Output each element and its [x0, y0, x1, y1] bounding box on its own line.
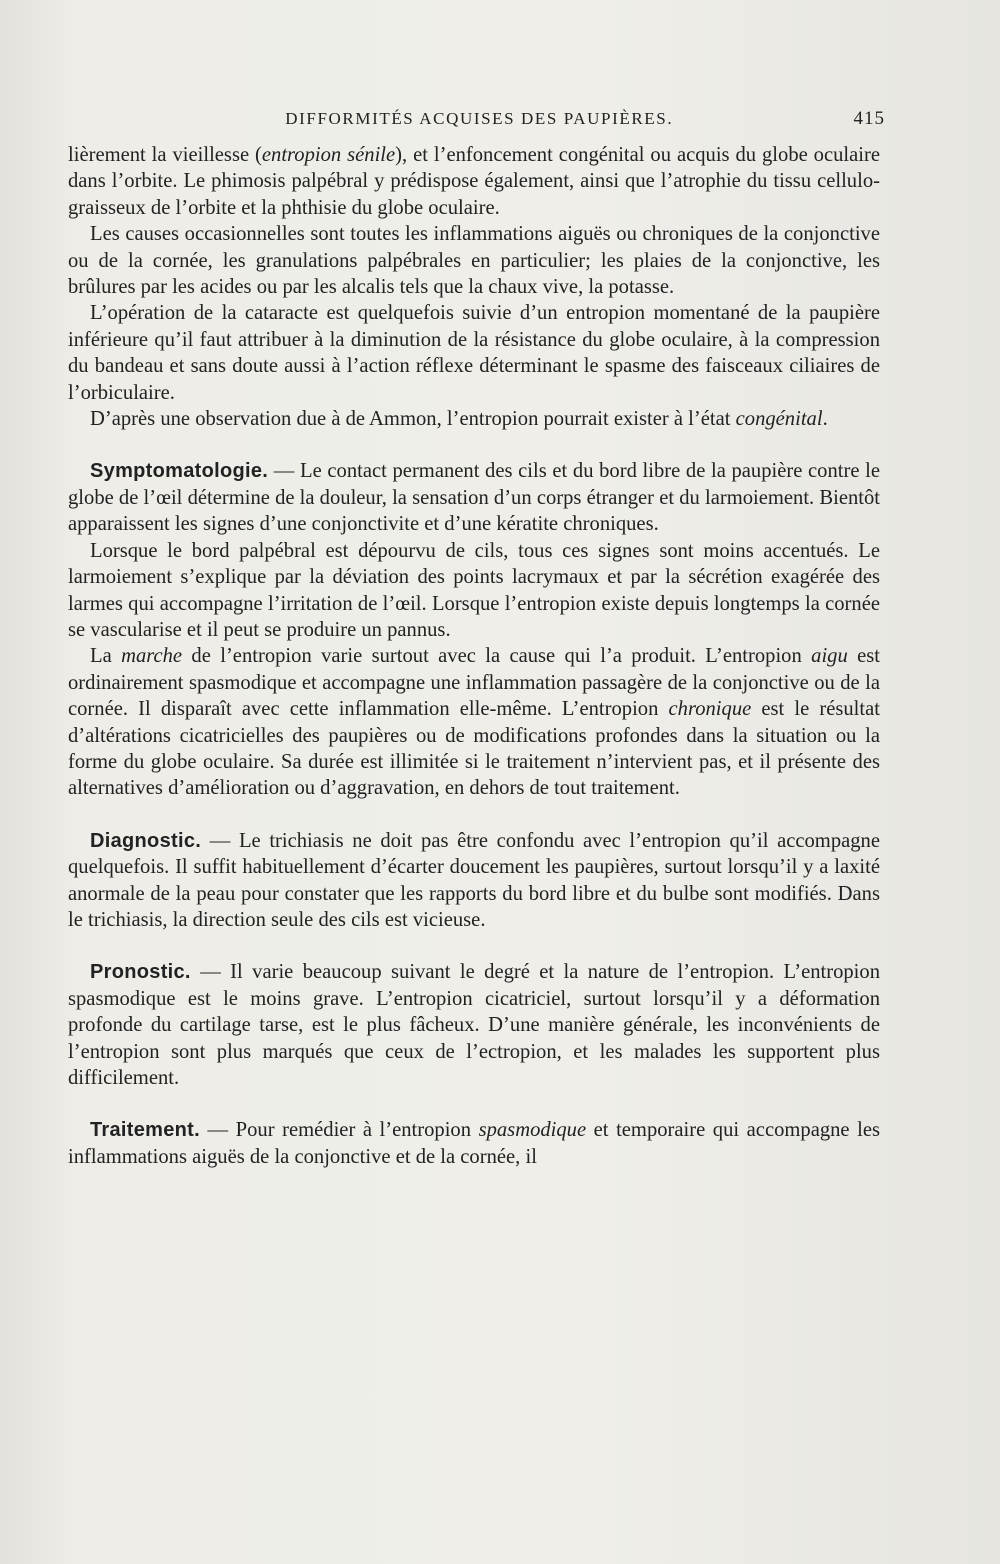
italic-term: aigu — [811, 645, 848, 668]
running-head — [75, 108, 885, 130]
text-run: — Le contact permanent des cils et du bord libre de la paupière contre le globe de l’œil détermine de la douleur, la sensation d’un corps étranger et du larmoiement. Bientôt apparaissent les signes d’une conjonctivite et d’une kératite chroniques. — [68, 460, 880, 536]
section-heading: Diagnostic. — [90, 829, 202, 852]
paragraph-cils: Lorsque le bord palpébral est dépourvu de cils, tous ces signes sont moins accentués. Le larmoiement s’explique par la déviation des points lacrymaux et par la sécrétion exagérée des larmes qui accompagne l’irritation de l’œil. Lorsque l’entropion existe depuis longtemps la cornée se vascularise et il peut se produire un pannus. — [68, 539, 880, 641]
text-run: — Le trichiasis ne doit pas être confondu avec l’entropion qu’il accompagne quelquefois. Il suffit habituellement d’écarter doucement les paupières, surtout lorsqu’il y a laxité anormale de la peau pour constater que les rapports du bord libre et du bulbe sont modifiés. Dans le trichiasis, la direction seule des cils est vicieuse. — [68, 829, 880, 931]
text-run: est le résultat d’altérations cicatricielles des paupières ou de modifications profondes dans la situation ou la forme du globe oculaire. Sa durée est illimitée si le traitement n’intervient pas, et il présente des alternatives d’amélioration ou d’aggravation, en dehors de tout traitement. — [68, 698, 880, 800]
section-diagnostic — [68, 828, 880, 934]
text-run: . — [822, 408, 828, 431]
body-text — [68, 142, 880, 1170]
italic-term: chronique — [668, 698, 752, 721]
text-run: — Pour remédier à l’entropion — [200, 1119, 479, 1142]
paragraph-continuation — [68, 142, 880, 221]
section-traitement — [68, 1117, 880, 1170]
page-number: 415 — [853, 108, 885, 129]
text-run: D’après une observation due à de Ammon, l’entropion pourrait exister à l’état — [90, 408, 736, 431]
text-run: La — [90, 645, 122, 668]
text-run: est ordinairement spasmodique et accompagne une inflammation passagère de la conjonctive ou de la cornée. Il disparaît avec cette inflammation elle-même. L’entropion — [68, 645, 880, 721]
section-heading: Symptomatologie. — [90, 460, 269, 483]
section-symptomatologie — [68, 458, 880, 537]
section-heading: Traitement. — [90, 1119, 200, 1142]
paragraph-ammon — [68, 406, 880, 432]
paragraph-marche — [68, 643, 880, 801]
italic-term: marche — [121, 645, 183, 668]
paragraph-cataracte: L’opération de la cataracte est quelquefois suivie d’un entropion momentané de la paupière inférieure qu’il faut attribuer à la diminution de la résistance du globe oculaire, à la compression du bandeau et sans doute aussi à l’action réflexe déterminant le spasme des faisceaux ciliaires de l’orbiculaire. — [68, 302, 880, 404]
section-heading: Pronostic. — [90, 961, 191, 984]
section-pronostic — [68, 959, 880, 1091]
text-run: lièrement la vieillesse ( — [68, 144, 262, 166]
running-title: DIFFORMITÉS ACQUISES DES PAUPIÈRES. — [285, 109, 674, 128]
text-run: de l’entropion varie surtout avec la cause qui l’a produit. L’entropion — [182, 645, 812, 668]
italic-term: congénital — [735, 408, 823, 431]
paragraph-causes: Les causes occasionnelles sont toutes les inflammations aiguës ou chroniques de la conjonctive ou de la cornée, les granulations palpébrales en particulier; les plaies de la conjonctive, les brûlures par les acides ou par les alcalis tels que la chaux vive, la potasse. — [68, 223, 880, 299]
italic-term: spasmodique — [478, 1119, 587, 1142]
text-run: et temporaire qui accompagne les inflammations aiguës de la conjonctive et de la cornée, il — [68, 1119, 880, 1168]
italic-term: entropion sénile — [261, 144, 396, 166]
text-run: — Il varie beaucoup suivant le degré et la nature de l’entropion. L’entropion spasmodique est le moins grave. L’entropion cicatriciel, surtout lorsqu’il y a déformation profonde du cartilage tarse, est le plus fâcheux. D’une manière générale, les inconvénients de l’entropion sont plus marqués que ceux de l’ectropion, et les malades les supportent plus difficilement. — [68, 961, 880, 1089]
text-run: ), et l’enfoncement congénital ou acquis du globe oculaire dans l’orbite. Le phimosis palpébral y prédispose également, ainsi que l’atrophie du tissu cellulo-graisseux de l’orbite et la phthisie du globe oculaire. — [68, 144, 880, 219]
